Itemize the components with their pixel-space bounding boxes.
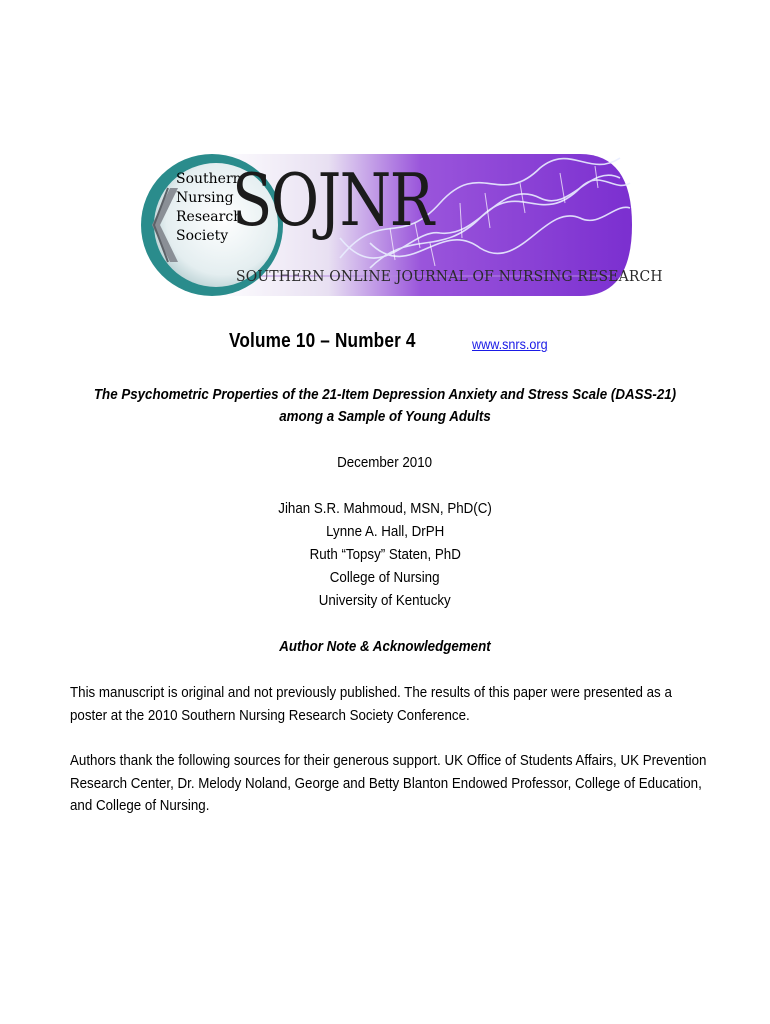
society-line: Society	[176, 228, 229, 244]
paragraph-text: This manuscript is original and not previously published. The results of this paper were presented as a poster at the 2010 Southern Nursing Research Society Conference.	[70, 685, 672, 724]
author-line	[0, 544, 770, 567]
acknowledgement-paragraph-2	[70, 750, 710, 818]
publication-date	[0, 452, 770, 475]
paragraph-text: Authors thank the following sources for their generous support. UK Office of Students Affairs, UK Prevention Research Center, Dr. Melody Noland, George and Betty Blanton Endowed Professor, College of Education, and College of Nursing.	[70, 753, 707, 814]
society-line: Southern	[176, 171, 242, 187]
author-name: Lynne A. Hall, DrPH	[325, 524, 445, 540]
acknowledgement-heading	[0, 636, 770, 659]
acknowledgement-paragraph-1	[70, 682, 710, 727]
article-title	[50, 384, 720, 428]
author-line	[0, 498, 770, 521]
author-line	[0, 521, 770, 544]
author-name: Ruth “Topsy” Staten, PhD	[309, 547, 461, 563]
journal-acronym: SOJNR	[232, 158, 433, 242]
sojnr-logo	[140, 148, 663, 302]
acknowledgement-heading-text: Author Note & Acknowledgement	[279, 639, 491, 655]
article-title-text: The Psychometric Properties of the 21-Item Depression Anxiety and Stress Scale (DASS-21) among a Sample of Young Adults	[93, 387, 677, 425]
publication-date-text: December 2010	[337, 455, 433, 471]
affiliation-line	[0, 567, 770, 590]
affiliation-line	[0, 590, 770, 613]
affiliation-university: University of Kentucky	[319, 593, 451, 609]
affiliation-college: College of Nursing	[330, 570, 440, 586]
volume-row	[0, 330, 770, 360]
society-line: Research	[176, 209, 243, 225]
journal-name: SOUTHERN ONLINE JOURNAL OF NURSING RESEARCH	[236, 267, 663, 285]
author-name: Jihan S.R. Mahmoud, MSN, PhD(C)	[278, 501, 492, 517]
society-line: Nursing	[176, 190, 234, 206]
volume-title: Volume 10 – Number 4	[229, 330, 416, 352]
website-link[interactable]: www.snrs.org	[472, 336, 548, 352]
author-block	[0, 498, 770, 613]
